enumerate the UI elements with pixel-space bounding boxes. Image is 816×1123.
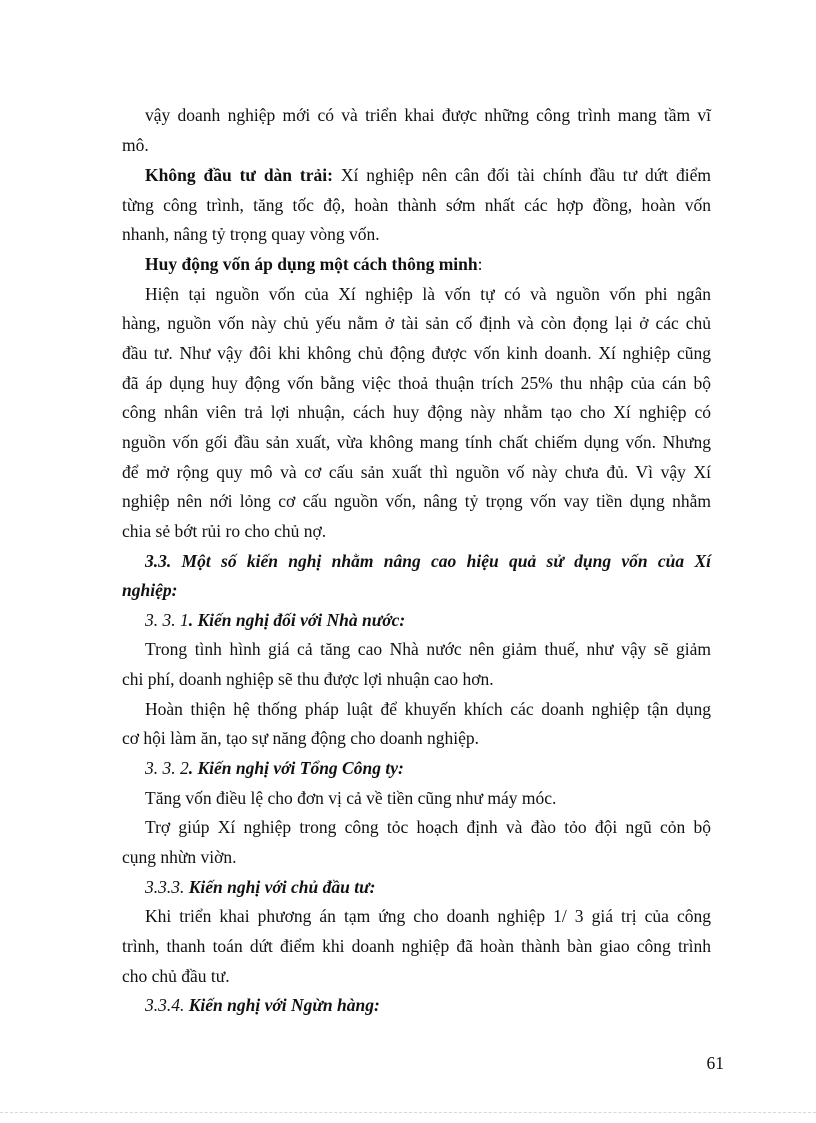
text-line: từng công trình, tăng tốc độ, hoàn thành sớm nhất các hợp đồng, hoàn vốn xyxy=(122,195,711,215)
text-line: cụng nhừn viờn. xyxy=(122,847,237,867)
section-number: 3. 3. 2 xyxy=(145,758,189,778)
text-line: Hoàn thiện hệ thống pháp luật để khuyến khích các doanh nghiệp tận dụng xyxy=(145,699,711,719)
text-line: hàng, nguồn vốn này chủ yếu nằm ở tài sản cố định và còn đọng lại ở các chủ xyxy=(122,313,711,333)
section-heading: nghiệp: xyxy=(122,580,178,600)
subsection-heading xyxy=(145,609,711,633)
section-number: 3.3.3. xyxy=(145,877,185,897)
section-title: . Kiến nghị với Tổng Công ty: xyxy=(188,758,404,778)
text-line: trình, thanh toán dứt điểm khi doanh nghiệp đã hoàn thành bàn giao công trình xyxy=(122,936,711,956)
text-line: chia sẻ bớt rủi ro cho chủ nợ. xyxy=(122,521,327,541)
text-line: Trợ giúp Xí nghiệp trong công tỏc hoạch định và đào tỏo đội ngũ cỏn bộ xyxy=(145,817,711,837)
section-number: 3. 3. 1 xyxy=(145,610,189,630)
text-span: : xyxy=(477,254,483,274)
text-line: để mở rộng quy mô và cơ cấu sản xuất thì nguồn vố này chưa đủ. Vì vậy Xí xyxy=(122,462,711,482)
text-line: Khi triển khai phương án tạm ứng cho doanh nghiệp 1/ 3 giá trị của công xyxy=(145,906,711,926)
text-line xyxy=(145,253,711,277)
subsection-heading xyxy=(145,876,711,900)
text-line: cho chủ đầu tư. xyxy=(122,966,230,986)
text-line: nghiệp nên nới lỏng cơ cấu nguồn vốn, nâng tỷ trọng vốn vay tiền dụng nhằm xyxy=(122,491,711,511)
section-title: . Kiến nghị đối với Nhà nước: xyxy=(188,610,406,630)
text-line: vậy doanh nghiệp mới có và triển khai được những công trình mang tầm vĩ xyxy=(145,105,711,125)
text-line: Trong tình hình giá cả tăng cao Nhà nước nên giảm thuế, như vậy sẽ giảm xyxy=(145,639,711,659)
section-heading: 3.3. Một số kiến nghị nhằm nâng cao hiệu quả sử dụng vốn của Xí xyxy=(145,551,711,571)
page-bottom-border xyxy=(0,1112,816,1113)
text-line: nguồn vốn gối đầu sản xuất, vừa không mang tính chất chiếm dụng vốn. Nhưng xyxy=(122,432,711,452)
text-line: chi phí, doanh nghiệp sẽ thu được lợi nhuận cao hơn. xyxy=(122,669,494,689)
subsection-heading xyxy=(145,994,711,1018)
text-line xyxy=(145,164,711,188)
text-line: công nhân viên trả lợi nhuận, cách huy động này nhằm tạo cho Xí nghiệp có xyxy=(122,402,711,422)
text-line: nhanh, nâng tỷ trọng quay vòng vốn. xyxy=(122,224,380,244)
paragraph-heading: Không đầu tư dàn trải: xyxy=(145,165,333,185)
text-line: mô. xyxy=(122,135,149,155)
subsection-heading xyxy=(145,757,711,781)
text-span: Xí nghiệp nên cân đối tài chính đầu tư dứt điểm xyxy=(332,165,712,185)
text-line: đã áp dụng huy động vốn bằng việc thoả thuận trích 25% thu nhập của cán bộ xyxy=(122,373,711,393)
paragraph-heading: Huy động vốn áp dụng một cách thông minh xyxy=(145,254,478,274)
section-title: Kiến nghị với Ngừn hàng: xyxy=(184,995,380,1015)
section-title: Kiến nghị với chủ đầu tư: xyxy=(184,877,376,897)
text-line: Hiện tại nguồn vốn của Xí nghiệp là vốn tự có và nguồn vốn phi ngân xyxy=(145,284,711,304)
text-line: cơ hội làm ăn, tạo sự năng động cho doanh nghiệp. xyxy=(122,728,479,748)
section-number: 3.3.4. xyxy=(145,995,185,1015)
text-line: Tăng vốn điều lệ cho đơn vị cả về tiền cũng như máy móc. xyxy=(145,788,557,808)
page-number: 61 xyxy=(706,1053,724,1073)
text-line: đầu tư. Như vậy đôi khi không chủ động được vốn kinh doanh. Xí nghiệp cũng xyxy=(122,343,711,363)
